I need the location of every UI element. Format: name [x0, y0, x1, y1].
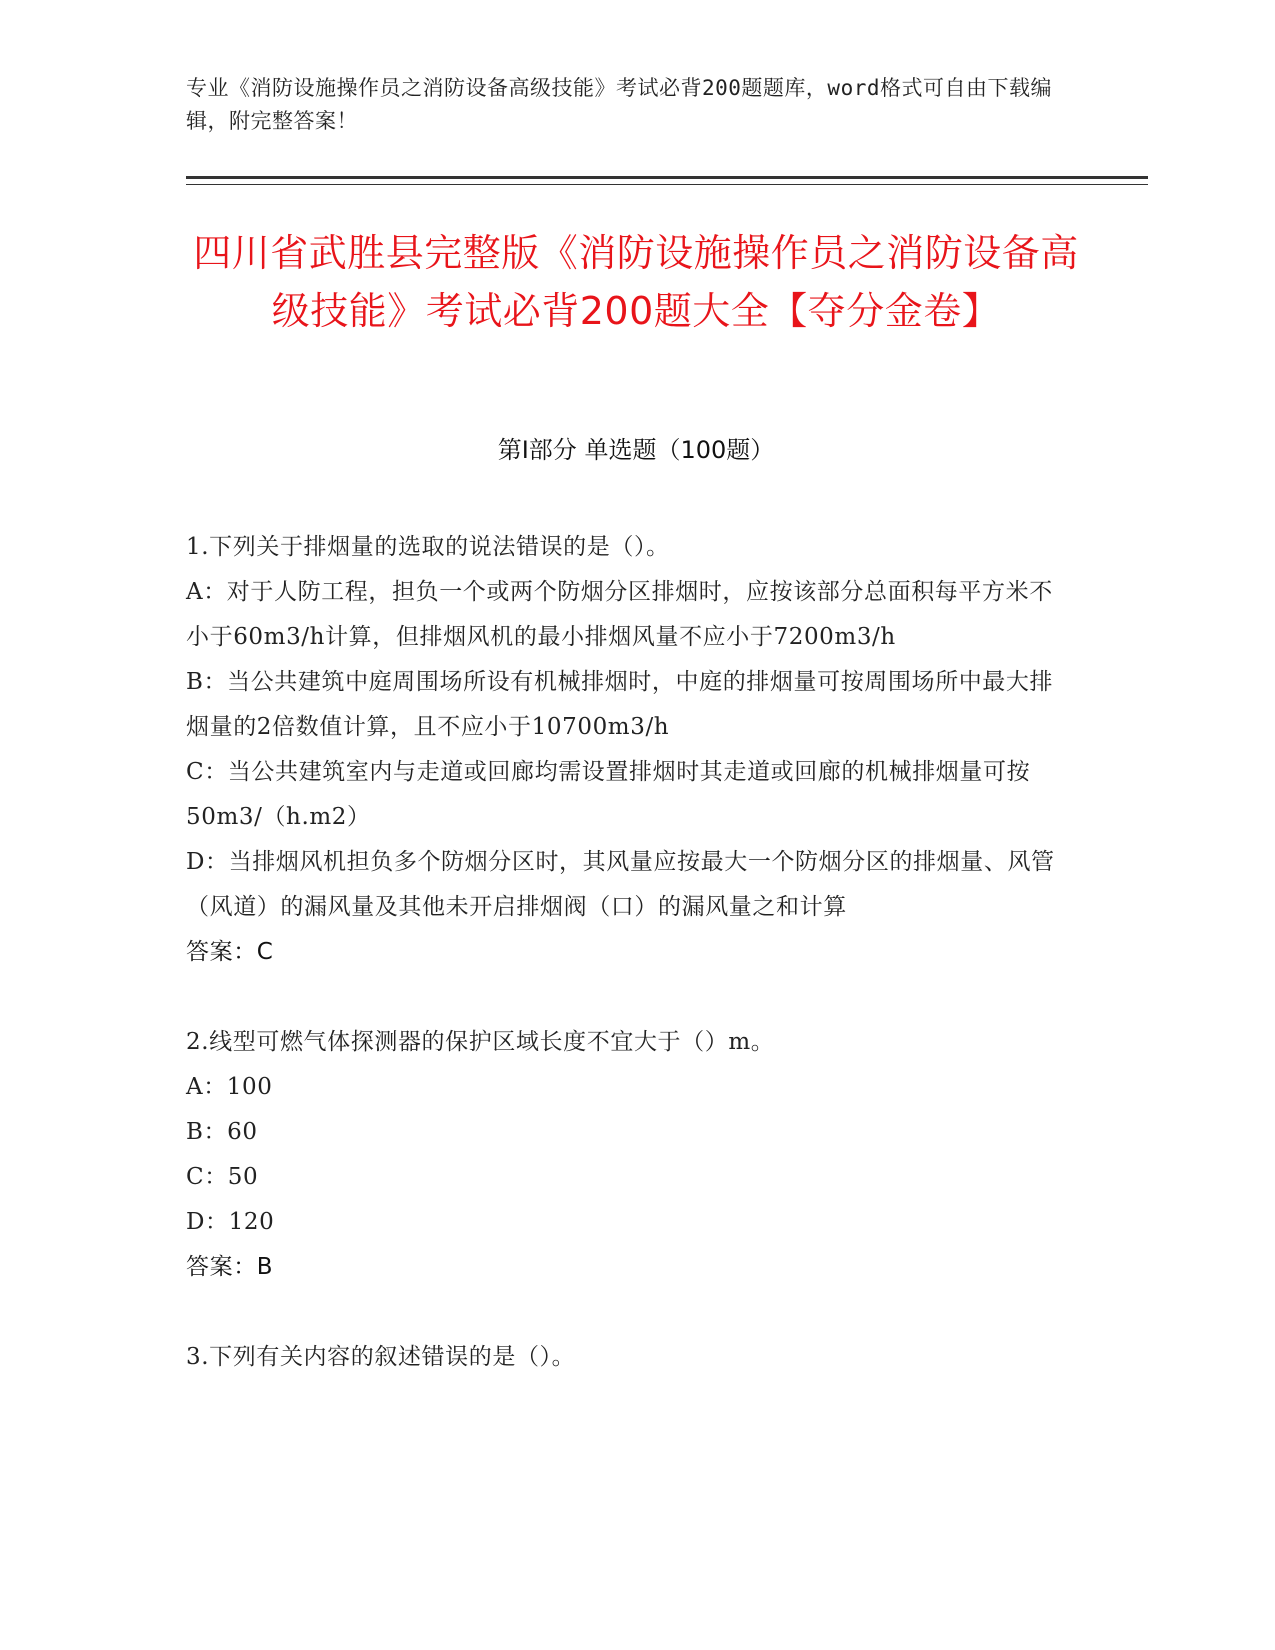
question-list: [186, 525, 1066, 1380]
option-b: B：60: [186, 1119, 258, 1145]
question-2: [186, 1020, 1066, 1290]
option-a: A：对于人防工程，担负一个或两个防烟分区排烟时，应按该部分总面积每平方米不小于60m3/h计算，但排烟风机的最小排烟风量不应小于7200m3/h: [186, 579, 1053, 650]
question-1: [186, 525, 1066, 975]
document-title: 四川省武胜县完整版《消防设施操作员之消防设备高级技能》考试必背200题大全【夺分金卷】: [193, 231, 1079, 333]
header-divider-thin: [186, 184, 1148, 185]
question-3: [186, 1335, 1066, 1380]
option-c: C：50: [186, 1164, 259, 1190]
option-d: D：当排烟风机担负多个防烟分区时，其风量应按最大一个防烟分区的排烟量、风管（风道）的漏风量及其他未开启排烟阀（口）的漏风量之和计算: [186, 849, 1055, 920]
answer: 答案：B: [186, 1254, 274, 1280]
question-stem: 1.下列关于排烟量的选取的说法错误的是（）。: [186, 534, 670, 560]
option-b: B：当公共建筑中庭周围场所设有机械排烟时，中庭的排烟量可按周围场所中最大排烟量的2倍数值计算，且不应小于10700m3/h: [186, 669, 1054, 740]
option-d: D：120: [186, 1209, 275, 1235]
header-note: 专业《消防设施操作员之消防设备高级技能》考试必背200题题库，word格式可自由下载编辑，附完整答案！: [186, 76, 1052, 133]
option-a: A：100: [186, 1074, 273, 1100]
answer: 答案：C: [186, 939, 274, 965]
question-stem: 2.线型可燃气体探测器的保护区域长度不宜大于（）m。: [186, 1029, 775, 1055]
option-c: C：当公共建筑室内与走道或回廊均需设置排烟时其走道或回廊的机械排烟量可按50m3/（h.m2）: [186, 759, 1031, 830]
header-divider-thick: [186, 176, 1148, 179]
question-stem: 3.下列有关内容的叙述错误的是（）。: [186, 1344, 576, 1370]
section-title: 第Ⅰ部分 单选题（100题）: [497, 436, 775, 464]
